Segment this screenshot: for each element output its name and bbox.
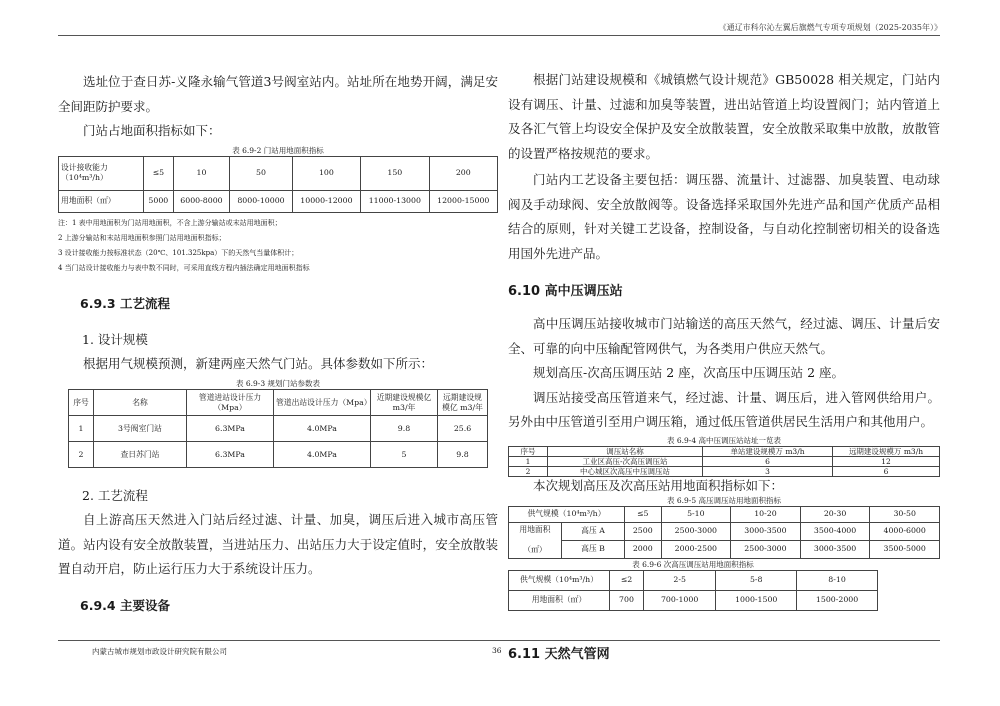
table-header: 调压站名称 xyxy=(548,446,703,456)
table-note: 2 上游分输站和末站用地面积参照门站用地面积指标； xyxy=(58,233,226,242)
table-note: 4 当门站设计接收能力与表中数不同时，可采用直线方程内插法确定用地面积指标 xyxy=(58,263,310,272)
table-cell: 700 xyxy=(610,590,644,610)
regulator-intro-paragraph: 高中压调压站接收城市门站输送的高压天然气，经过滤、调压、计量后安全、可靠的向中压输配管网供气，为各类用户供应天然气。 xyxy=(508,316,940,356)
table-cell: 700-1000 xyxy=(643,590,715,610)
table-caption: 表 6.9-5 高压调压站用地面积指标 xyxy=(666,495,781,505)
table-cell: 6.3MPa xyxy=(187,416,274,442)
header-rule xyxy=(58,35,940,36)
table-header: 供气规模（10⁴m³/h） xyxy=(509,570,610,590)
regulator-plan-paragraph: 规划高压-次高压调压站 2 座，次高压中压调压站 2 座。 xyxy=(533,365,845,380)
page-number: 36 xyxy=(492,646,502,655)
table-header: ≤2 xyxy=(610,570,644,590)
table-header: 单站建设规模万 m3/h xyxy=(703,446,833,456)
table-header: 20-30 xyxy=(800,506,870,522)
running-header: 《通辽市科尔沁左翼后旗燃气专项专项规划（2025-2035年）》 xyxy=(718,23,942,32)
table-cell: 2000 xyxy=(625,540,662,558)
table-cell: 1 xyxy=(509,456,548,466)
table-cell: 50 xyxy=(230,156,292,190)
table-cell: 用地面积（㎡） xyxy=(509,590,610,610)
table-cell: 6 xyxy=(703,456,833,466)
table-cell: 150 xyxy=(361,156,429,190)
table-caption: 表 6.9-2 门站用地面积指标 xyxy=(232,145,324,155)
footer-organization: 内蒙古城市规划市政设计研究院有限公司 xyxy=(92,647,227,656)
table-cell: ≤5 xyxy=(144,156,174,190)
table-cell: 1500-2000 xyxy=(797,590,878,610)
table-header: 30-50 xyxy=(870,506,940,522)
table-cell: 2500-3000 xyxy=(661,522,731,540)
table-header: 10-20 xyxy=(731,506,801,522)
gate-station-params-table xyxy=(68,389,488,468)
table-cell: 5000 xyxy=(144,190,174,212)
table-header: 序号 xyxy=(509,446,548,456)
table-cell: 10 xyxy=(173,156,230,190)
high-pressure-area-table xyxy=(508,506,940,559)
table-header: 供气规模（10⁴m³/h） xyxy=(509,506,625,522)
table-note: 3 设计接收能力按标准状态（20℃、101.325kpa）下的天然气当量体积计； xyxy=(58,248,299,257)
left-column xyxy=(58,40,498,616)
table-cell: 3000-3500 xyxy=(731,522,801,540)
table-header: 2-5 xyxy=(643,570,715,590)
design-scale-paragraph: 根据用气规模预测，新建两座天然气门站。具体参数如下所示： xyxy=(83,355,434,371)
table-cell: 6.3MPa xyxy=(187,442,274,468)
table-cell: 9.8 xyxy=(371,416,438,442)
table-cell: 9.8 xyxy=(438,442,488,468)
table-cell: 8000-10000 xyxy=(230,190,292,212)
table-cell: 200 xyxy=(429,156,497,190)
table-header: 近期建设规模亿 m3/年 xyxy=(371,390,438,416)
table-header: 5-8 xyxy=(716,570,797,590)
table-cell: 3 xyxy=(703,466,833,476)
section-heading-6-11: 6.11 天然气管网 xyxy=(508,646,610,662)
table-cell: 用地面积 （㎡） xyxy=(509,522,562,558)
table-cell: 100 xyxy=(292,156,360,190)
table-cell: 1 xyxy=(69,416,94,442)
table-cell: 4.0MPa xyxy=(274,442,371,468)
section-heading-6-10: 6.10 高中压调压站 xyxy=(508,284,623,299)
table-cell: 2000-2500 xyxy=(661,540,731,558)
regulator-supply-paragraph: 调压站接受高压管道来气，经过滤、计量、调压后，进入管网供给用户。另外由中压管道引至用户调压箱，通过低压管道供居民生活用户和其他用户。 xyxy=(508,389,940,429)
table-cell: 25.6 xyxy=(438,416,488,442)
table-cell: 2 xyxy=(69,442,94,468)
site-paragraph: 选址位于查日苏-义隆永输气管道3号阀室站内。站址所在地势开阔，满足安全间距防护要求。 xyxy=(58,74,498,114)
sub-high-pressure-area-table xyxy=(508,570,878,611)
table-cell: 2500 xyxy=(625,522,662,540)
section-heading-6-9-3: 6.9.3 工艺流程 xyxy=(80,295,170,311)
table-cell: 4.0MPa xyxy=(274,416,371,442)
gate-station-area-table xyxy=(58,156,498,213)
table-header: 5-10 xyxy=(661,506,731,522)
table-header: 管道出站设计压力（Mpa） xyxy=(274,390,371,416)
table-cell: 高压 B xyxy=(562,540,625,558)
table-cell: 3500-5000 xyxy=(870,540,940,558)
table-header: ≤5 xyxy=(625,506,662,522)
table-cell: 设计接收能力 （10⁴m³/h） xyxy=(59,156,144,190)
footer-rule xyxy=(58,640,940,641)
table-cell: 12 xyxy=(833,456,940,466)
process-flow-paragraph: 自上游高压天然进入门站后经过滤、计量、加臭，调压后进入城市高压管道。站内设有安全放散装置，当进站压力、出站压力大于设定值时，安全放散装置自动开启，防止运行压力大于系统设计压力。 xyxy=(58,512,498,576)
gate-equipment-paragraph: 门站内工艺设备主要包括：调压器、流量计、过滤器、加臭装置、电动球阀及手动球阀、安全放散阀等。设备选择采取国外先进产品和国产优质产品相结合的原则，针对关键工艺设备，控制设备，与自动化控制密切相关的设备选用国外先进产品。 xyxy=(508,172,940,261)
table-cell: 11000-13000 xyxy=(361,190,429,212)
table-cell: 2500-3000 xyxy=(731,540,801,558)
table-cell: 高压 A xyxy=(562,522,625,540)
table-caption: 表 6.9-6 次高压调压站用地面积指标 xyxy=(632,559,754,569)
table-caption: 表 6.9-4 高中压调压站站址一览表 xyxy=(666,435,781,445)
table-cell: 3号阀室门站 xyxy=(94,416,187,442)
subheading-design-scale: 1. 设计规模 xyxy=(82,331,148,347)
table-caption: 表 6.9-3 规划门站参数表 xyxy=(235,379,320,388)
table-cell: 10000-12000 xyxy=(292,190,360,212)
subheading-process-flow: 2. 工艺流程 xyxy=(82,488,148,503)
table-cell: 6 xyxy=(833,466,940,476)
table-cell: 5 xyxy=(371,442,438,468)
area-index-intro: 本次规划高压及次高压站用地面积指标如下： xyxy=(533,477,784,493)
table-header: 8-10 xyxy=(797,570,878,590)
table-header: 名称 xyxy=(94,390,187,416)
table-cell: 6000-8000 xyxy=(173,190,230,212)
right-column xyxy=(508,40,940,665)
table-cell: 查日苏门站 xyxy=(94,442,187,468)
table-cell: 中心城区次高压中压调压站 xyxy=(548,466,703,476)
table-cell: 用地面积（㎡） xyxy=(59,190,144,212)
table-header: 远期建设规模亿 m3/年 xyxy=(438,390,488,416)
table-cell: 工业区高压-次高压调压站 xyxy=(548,456,703,466)
regulator-sites-table xyxy=(508,446,940,477)
table-header: 管道进站设计压力（Mpa） xyxy=(187,390,274,416)
area-intro: 门站占地面积指标如下： xyxy=(83,123,221,138)
table-cell: 4000-6000 xyxy=(870,522,940,540)
table-header: 序号 xyxy=(69,390,94,416)
table-cell: 12000-15000 xyxy=(429,190,497,212)
section-heading-6-9-4: 6.9.4 主要设备 xyxy=(80,597,170,613)
table-cell: 3000-3500 xyxy=(800,540,870,558)
table-cell: 1000-1500 xyxy=(716,590,797,610)
table-note: 注：1 表中用地面积为门站用地面积，不含上游分输站或末站用地面积； xyxy=(58,218,282,227)
table-cell: 2 xyxy=(509,466,548,476)
table-cell: 3500-4000 xyxy=(800,522,870,540)
gate-facilities-paragraph: 根据门站建设规模和《城镇燃气设计规范》GB50028 相关规定，门站内设有调压、计量、过滤和加臭等装置，进出站管道上均设置阀门；站内管道上及各汇气管上均设安全保护及安全放散装置，安全放散采取集中放散，放散管的设置严格按规范的要求。 xyxy=(508,72,940,161)
table-header: 远期建设规模万 m3/h xyxy=(833,446,940,456)
